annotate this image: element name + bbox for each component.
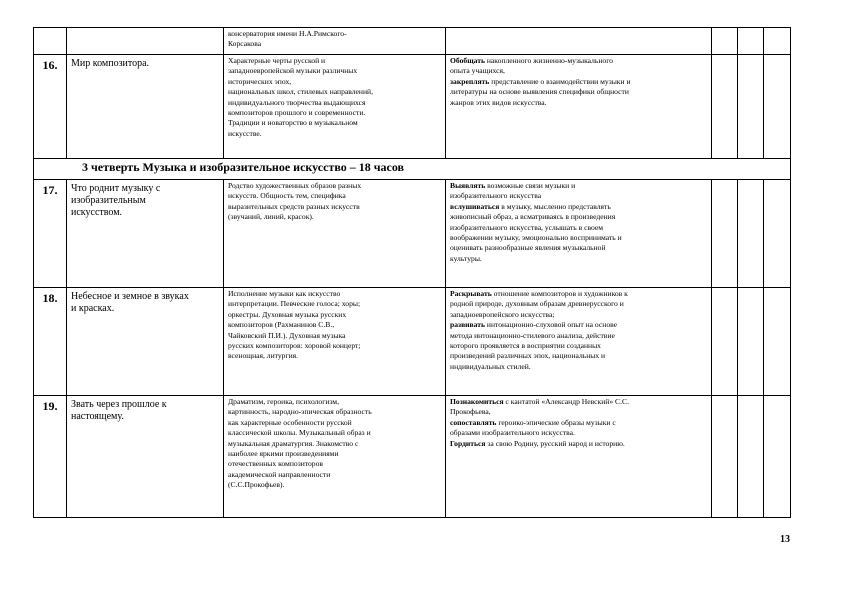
quarter-header-row — [34, 159, 791, 180]
extra-cell — [712, 55, 738, 159]
topic-cell: Небесное и земное в звуках и красках. — [67, 288, 224, 396]
activities-cell — [446, 28, 712, 55]
lesson-number: 18. — [34, 288, 67, 396]
extra-cell — [764, 28, 791, 55]
content-cell: Родство художественных образов разных искусств. Общность тем, специфика выразительных средств разных искусств (звучаний, линий, красок). — [224, 180, 446, 288]
table-row — [34, 28, 791, 55]
extra-cell — [712, 28, 738, 55]
activities-cell: Раскрывать отношение композиторов и художников к родной природе, духовным образам древнерусского и западноевропейского искусства; развивать интонационно-слуховой опыт на основе метода интонационно-стилевого анализа, действие которого проявляется в восприятии созданных произведений различных эпох, национальных и индивидуальных стилей. — [446, 288, 712, 396]
extra-cell — [712, 288, 738, 396]
extra-cell — [738, 288, 764, 396]
lesson-plan-table-wrapper — [33, 27, 790, 518]
content-cell: консерватория имени Н.А.Римского- Корсакова — [224, 28, 446, 55]
extra-cell — [764, 288, 791, 396]
quarter-title: 3 четверть Музыка и изобразительное искусство – 18 часов — [34, 159, 791, 180]
topic-cell — [67, 28, 224, 55]
lesson-number: 16. — [34, 55, 67, 159]
extra-cell — [764, 55, 791, 159]
table-row — [34, 396, 791, 518]
content-cell: Драматизм, героика, психологизм, картинность, народно-эпическая образность как характерные особенности русской классической школы. Музыкальный образ и музыкальная драматургия. Знакомство с наиболее яркими произведениями отечественных композиторов академической направленности (С.С.Прокофьев). — [224, 396, 446, 518]
lesson-topic: Мир композитора. — [67, 55, 224, 159]
table-row — [34, 288, 791, 396]
lesson-number: 19. — [34, 396, 67, 518]
extra-cell — [738, 180, 764, 288]
activities-cell: Познакомиться с кантатой «Александр Невский» С.С. Прокофьева, сопоставлять героико-эпические образы музыки с образами изобразительного искусства. Гордиться за свою Родину, русский народ и историю. — [446, 396, 712, 518]
topic-cell: Что роднит музыку с изобразительным искусством. — [67, 180, 224, 288]
extra-cell — [712, 180, 738, 288]
table-row — [34, 55, 791, 159]
topic-cell: Звать через прошлое к настоящему. — [67, 396, 224, 518]
number-cell — [34, 28, 67, 55]
extra-cell — [738, 396, 764, 518]
extra-cell — [738, 28, 764, 55]
table-row — [34, 180, 791, 288]
activities-cell: Выявлять возможные связи музыки и изобразительного искусства вслушиваться в музыку, мысленно представлять живописный образ, а всматриваясь в произведения изобразительного искусства, услышать в своем воображении музыку, эмоционально воспринимать и оценивать разнообразные явления музыкальной культуры. — [446, 180, 712, 288]
extra-cell — [764, 396, 791, 518]
extra-cell — [712, 396, 738, 518]
content-cell: Исполнение музыки как искусство интерпретации. Певческие голоса; хоры; оркестры. Духовная музыка русских композиторов (Рахманинов С.В., Чайковский П.И.). Духовная музыка русских композиторов: хоровой концерт; всенощная, литургия. — [224, 288, 446, 396]
extra-cell — [738, 55, 764, 159]
activities-cell: Обобщать накопленного жизненно-музыкального опыта учащихся, закреплять представление о взаимодействии музыки и литературы на основе выявления специфики общности жанров этих видов искусства. — [446, 55, 712, 159]
lesson-plan-table — [33, 27, 791, 518]
page-number: 13 — [780, 534, 790, 545]
extra-cell — [764, 180, 791, 288]
content-cell: Характерные черты русской и западноевропейской музыки различных исторических эпох, национальных школ, стилевых направлений, индивидуального творчества выдающихся композиторов прошлого и современности. Традиции и новаторство в музыкальном искусстве. — [224, 55, 446, 159]
lesson-number: 17. — [34, 180, 67, 288]
